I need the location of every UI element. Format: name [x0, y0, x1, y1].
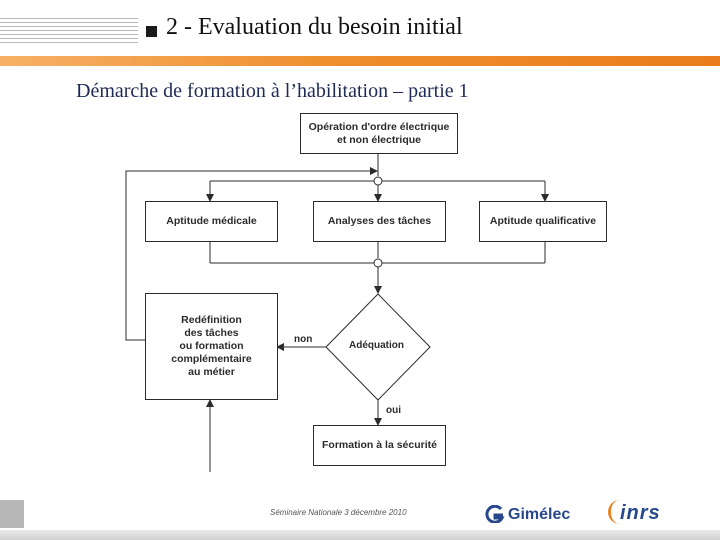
node-redefinition-line1: Redéfinition: [181, 314, 242, 326]
footer-seminar-text: Séminaire Nationale 3 décembre 2010: [270, 508, 407, 517]
inrs-logo-text: inrs: [620, 502, 661, 524]
node-operation: [300, 113, 458, 154]
footer-corner-tab: [0, 500, 24, 528]
node-formation-securite-label: Formation à la sécurité: [322, 439, 437, 451]
page-title: 2 - Evaluation du besoin initial: [166, 14, 463, 40]
node-redefinition: [145, 293, 278, 400]
node-adequation-label: Adéquation: [349, 340, 404, 351]
footer-band: [0, 530, 720, 540]
edge-label-non: non: [294, 334, 313, 345]
node-redefinition-line5: au métier: [188, 366, 235, 378]
slide-subtitle: Démarche de formation à l’habilitation – partie 1: [76, 80, 469, 102]
node-operation-line2: et non électrique: [336, 133, 421, 146]
node-redefinition-line4: complémentaire: [171, 353, 252, 365]
node-redefinition-line3: ou formation: [179, 340, 244, 352]
node-operation-line1: Opération d'ordre électrique: [308, 120, 450, 133]
node-aptitude-qualificative-label: Aptitude qualificative: [489, 215, 597, 227]
node-analyses-taches-label: Analyses des tâches: [327, 215, 432, 227]
gimelec-logo-icon: [484, 505, 506, 523]
node-aptitude-medicale: [145, 201, 278, 242]
node-formation-securite: [313, 425, 446, 466]
node-aptitude-qualificative: [479, 201, 607, 242]
gimelec-logo-text: Gimélec: [508, 506, 571, 523]
node-aptitude-medicale-label: Aptitude médicale: [166, 215, 257, 227]
edge-label-oui: oui: [386, 405, 401, 416]
node-redefinition-line2: des tâches: [184, 327, 239, 339]
node-analyses-taches: [313, 201, 446, 242]
